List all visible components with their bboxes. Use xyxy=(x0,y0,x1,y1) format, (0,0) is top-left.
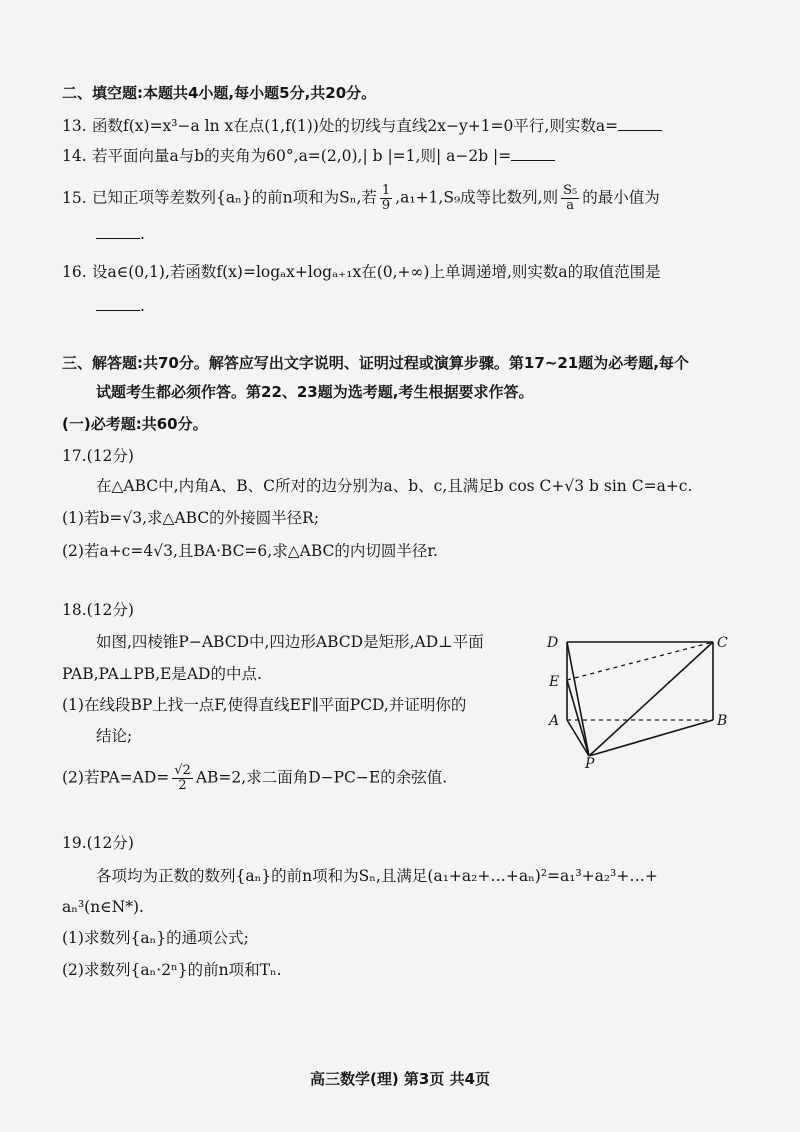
q16-number: 16. xyxy=(62,263,87,281)
label-C: C xyxy=(717,635,728,651)
section3-heading-line1: 三、解答题:共70分。解答应写出文字说明、证明过程或演算步骤。第17~21题为必考题,每个 xyxy=(62,354,689,372)
q18-part1-line2: 结论; xyxy=(96,727,133,745)
q16-answer-line: . xyxy=(96,296,145,316)
q18-part2-text-b: AB=2,求二面角D−PC−E的余弦值. xyxy=(195,768,448,787)
segment-EC-hidden xyxy=(567,642,713,680)
section2-heading: 二、填空题:本题共4小题,每小题5分,共20分。 xyxy=(62,84,377,102)
q18-stem-line2: PAB,PA⊥PB,E是AD的中点. xyxy=(62,665,262,683)
q13-answer-blank xyxy=(618,116,662,131)
q15-number: 15. xyxy=(62,188,87,207)
q17-part1: (1)若b=√3,求△ABC的外接圆半径R; xyxy=(62,509,320,527)
q18-part2-fraction: $\frac{√2}{2}$ xyxy=(174,763,191,793)
q17-title: 17.(12分) xyxy=(62,447,134,465)
q17-stem: 在△ABC中,内角A、B、C所对的边分别为a、b、c,且满足b cos C+√3 b sin C=a+c. xyxy=(96,477,693,495)
q16-text: 设a∈(0,1),若函数f(x)=logₐx+logₐ₊₁x在(0,+∞)上单调递增,则实数a的取值范围是 xyxy=(92,263,661,281)
q15-text-c: 的最小值为 xyxy=(582,188,660,207)
q15-fraction-1: $\frac{1}{9}$ xyxy=(381,183,391,213)
section3-heading-line2: 试题考生都必须作答。第22、23题为选考题,考生根据要求作答。 xyxy=(96,383,534,401)
q14-number: 14. xyxy=(62,147,87,165)
q19-part2: (2)求数列{aₙ·2ⁿ}的前n项和Tₙ. xyxy=(62,961,282,979)
q17-part2: (2)若a+c=4√3,且BA·BC=6,求△ABC的内切圆半径r. xyxy=(62,542,438,560)
label-B: B xyxy=(717,713,728,729)
q18-part2-text-a: (2)若PA=AD= xyxy=(62,768,170,787)
pyramid-figure xyxy=(545,628,745,768)
q18-stem-line1: 如图,四棱锥P−ABCD中,四边形ABCD是矩形,AD⊥平面 xyxy=(96,633,484,651)
label-D: D xyxy=(547,635,559,651)
q19-stem-line1: 各项均为正数的数列{aₙ}的前n项和为Sₙ,且满足(a₁+a₂+…+aₙ)²=a₁³+a₂³+…+ xyxy=(96,867,658,885)
question-15 xyxy=(62,184,660,213)
question-14 xyxy=(62,146,555,166)
q15-text-b: ,a₁+1,S₉成等比数列,则 xyxy=(395,188,559,207)
q15-answer-blank xyxy=(96,224,140,239)
q13-number: 13. xyxy=(62,117,87,135)
segment-EP xyxy=(567,680,589,756)
q18-part2 xyxy=(62,764,447,793)
q15-fraction-2: $\frac{\text{S₅}}{a}$ xyxy=(563,183,578,213)
q15-answer-line: . xyxy=(96,224,145,244)
edge-CP xyxy=(589,642,713,756)
label-A: A xyxy=(549,713,560,729)
page-footer: 高三数学(理) 第3页 共4页 xyxy=(309,1070,491,1088)
q14-text: 若平面向量a与b的夹角为60°,a=(2,0),| b |=1,则| a−2b |= xyxy=(92,147,512,165)
question-16 xyxy=(62,262,661,282)
question-13 xyxy=(62,116,662,136)
label-E: E xyxy=(549,674,560,690)
q19-stem-line2: aₙ³(n∈N*). xyxy=(62,898,144,916)
required-subsection-heading: (一)必考题:共60分。 xyxy=(62,415,208,433)
q18-part1-line1: (1)在线段BP上找一点F,使得直线EF∥平面PCD,并证明你的 xyxy=(62,696,467,714)
q19-part1: (1)求数列{aₙ}的通项公式; xyxy=(62,929,249,947)
q19-title: 19.(12分) xyxy=(62,834,134,852)
q13-text: 函数f(x)=x³−a ln x在点(1,f(1))处的切线与直线2x−y+1=0平行,则实数a= xyxy=(92,117,619,135)
q14-answer-blank xyxy=(511,146,555,161)
q15-text-a: 已知正项等差数列{aₙ}的前n项和为Sₙ,若 xyxy=(92,188,377,207)
q16-answer-blank xyxy=(96,296,140,311)
q18-title: 18.(12分) xyxy=(62,601,134,619)
label-P: P xyxy=(585,756,595,768)
